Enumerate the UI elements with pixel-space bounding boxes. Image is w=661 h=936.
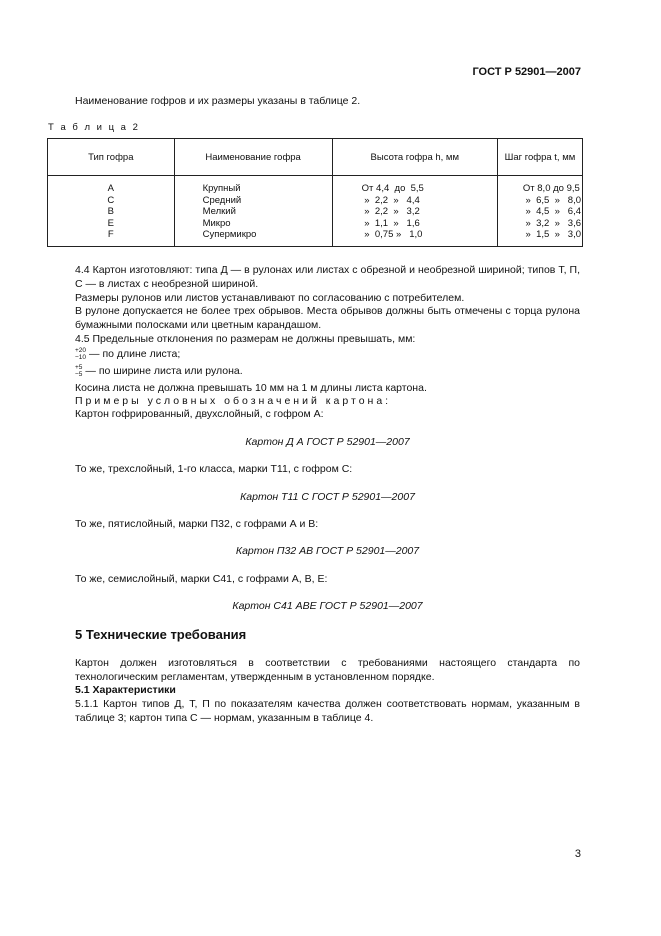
tolerance-length: [75, 347, 580, 361]
subsection-5-1-title: 5.1 Характеристики: [75, 684, 176, 696]
tolerance-plus: +20: [75, 347, 87, 354]
table-cell: А: [107, 183, 114, 194]
example-2-code: Картон Т11 С ГОСТ Р 52901—2007: [240, 491, 415, 503]
tolerance-value: [75, 347, 86, 361]
table-cell: С: [107, 194, 115, 206]
table-cell: » 3,2 » 3,6: [522, 217, 581, 229]
corrugation-table: [47, 138, 583, 247]
table-cell: » 0,75 » 1,0: [361, 229, 423, 240]
height-column: [332, 176, 497, 247]
table-cell: » 1,5 » 3,0: [522, 229, 581, 240]
table-cell: » 2,2 » 4,4: [361, 194, 420, 206]
table-header-cell: Тип гофра: [48, 139, 175, 176]
table-cell: » 1,1 » 1,6: [361, 217, 420, 229]
table-cell: Мелкий: [202, 206, 236, 217]
example-2-text: То же, трехслойный, 1-го класса, марки Т11, с гофром С:: [75, 463, 353, 475]
table-row: [48, 176, 583, 247]
table-cell: Микро: [202, 217, 231, 229]
table-caption: Т а б л и ц а 2: [48, 122, 140, 133]
table-cell: В: [107, 206, 114, 217]
tolerance-value: [75, 364, 82, 378]
name-column: [174, 176, 332, 247]
pitch-column: [497, 176, 582, 247]
section-5-text: Картон должен изготовляться в соответствии с требованиями настоящего стандарта по технологическим регламентам, утвержденным в установленном порядке.: [75, 657, 580, 683]
tolerance-plus: +5: [75, 364, 83, 371]
type-column: [48, 176, 175, 247]
example-4-text: То же, семислойный, марки С41, с гофрами А, В, Е:: [75, 573, 328, 585]
table-cell: » 6,5 » 8,0: [522, 194, 581, 206]
table-header-cell: Наименование гофра: [174, 139, 332, 176]
tolerance-width: [75, 364, 580, 378]
example-3-code: Картон П32 АВ ГОСТ Р 52901—2007: [235, 545, 420, 557]
paragraph-4-4: 4.4 Картон изготовляют: типа Д — в рулонах или листах с обрезной и необрезной шириной; типов Т, П, С — в листах с необрезной шириной.: [75, 264, 580, 290]
tolerance-text: — по длине листа;: [89, 347, 181, 360]
example-1-code: Картон Д А ГОСТ Р 52901—2007: [245, 436, 410, 448]
table-cell: Средний: [202, 194, 242, 206]
table-header-cell: Шаг гофра t, мм: [497, 139, 582, 176]
example-1-text: Картон гофрированный, двухслойный, с гофром А:: [75, 408, 324, 420]
tolerance-minus: −5: [75, 371, 83, 378]
document-id: ГОСТ Р 52901—2007: [472, 66, 581, 78]
paragraph-5-1-1: 5.1.1 Картон типов Д, Т, П по показателям качества должен соответствовать нормам, указанным в таблице 3; картон типа С — нормам, указанным в таблице 4.: [75, 698, 580, 724]
paragraph-4-4-breaks: В рулоне допускается не более трех обрывов. Места обрывов должны быть отмечены с торца рулона бумажными полосками или цветным карандашом.: [75, 305, 580, 331]
table-header-row: [48, 139, 583, 176]
section-5-title: 5 Технические требования: [75, 627, 247, 642]
example-3-text: То же, пятислойный, марки П32, с гофрами А и В:: [75, 518, 319, 530]
tolerance-minus: −10: [75, 354, 87, 361]
paragraph-4-4-sizes: Размеры рулонов или листов устанавливают по согласованию с потребителем.: [75, 292, 465, 304]
intro-text: Наименование гофров и их размеры указаны в таблице 2.: [75, 95, 361, 107]
examples-title: Примеры условных обозначений картона:: [75, 395, 392, 407]
page-number: 3: [574, 848, 581, 860]
table-cell: Е: [107, 217, 114, 229]
example-4-code: Картон С41 АВЕ ГОСТ Р 52901—2007: [232, 600, 423, 612]
table-cell: От 4,4 до 5,5: [361, 183, 424, 194]
table-cell: » 2,2 » 3,2: [361, 206, 420, 217]
paragraph-4-5: 4.5 Предельные отклонения по размерам не должны превышать, мм:: [75, 333, 416, 345]
table-cell: F: [107, 229, 114, 240]
tolerance-text: — по ширине листа или рулона.: [85, 364, 243, 377]
table-cell: От 8,0 до 9,5: [522, 183, 580, 194]
table-cell: Крупный: [202, 183, 241, 194]
table-header-cell: Высота гофра h, мм: [332, 139, 497, 176]
skew-text: Косина листа не должна превышать 10 мм на 1 м длины листа картона.: [75, 382, 427, 394]
table-cell: » 4,5 » 6,4: [522, 206, 581, 217]
table-cell: Супермикро: [202, 229, 257, 240]
